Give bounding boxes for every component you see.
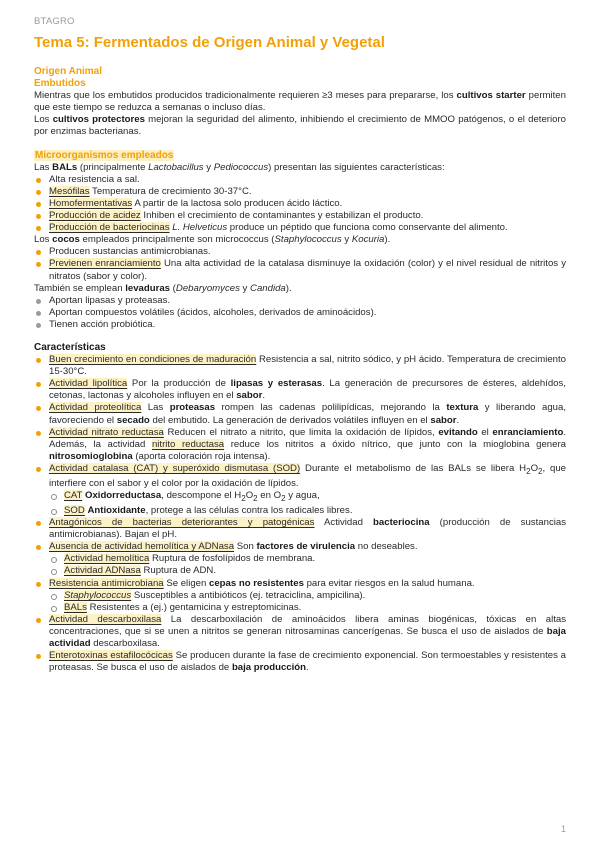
- list-item: Aportan compuestos volátiles (ácidos, alcoholes, derivados de aminoácidos).: [34, 307, 566, 319]
- section-heading-origen: Origen Animal: [34, 66, 102, 77]
- sub-list-item: Actividad ADNasa Ruptura de ADN.: [34, 565, 566, 577]
- sub-list-item: Actividad hemolítica Ruptura de fosfolípidos de membrana.: [34, 553, 566, 565]
- list-item: Antagónicos de bacterias deteriorantes y patogénicas Actividad bacteriocina (producción de sustancias antimicrobianas). Bajan el pH.: [34, 517, 566, 541]
- list-item: Mesófilas Temperatura de crecimiento 30-37°C.: [34, 186, 566, 198]
- list-item: Alta resistencia a sal.: [34, 174, 566, 186]
- list-item: Actividad proteolítica Las proteasas rompen las cadenas polilipídicas, mejorando la textura y liberando agua, favoreciendo el secado del embutido. La generación de derivados volátiles influyen en el sabor.: [34, 402, 566, 426]
- list-item: Homofermentativas A partir de la lactosa solo producen ácido láctico.: [34, 198, 566, 210]
- list-item: Actividad catalasa (CAT) y superóxido dismutasa (SOD) Durante el metabolismo de las BALs se libera $H_2O_2$, que interfiere con el sabor y el color por la oxidación de lípidos.: [34, 463, 566, 490]
- list-item: Tienen acción probiótica.: [34, 319, 566, 331]
- list-item: Producen sustancias antimicrobianas.: [34, 246, 566, 258]
- caracteristicas-list: [34, 354, 566, 674]
- list-item: Actividad nitrato reductasa Reducen el nitrato a nitrito, que limita la oxidación de lípidos, evitando el enranciamiento. Además, la actividad nitrito reductasa reduce los nitritos a óxido nítrico, que junto con la mioglobina genera nitrosomioglobina (aporta coloración roja intensa).: [34, 427, 566, 463]
- sub-list-item: BALs Resistentes a (ej.) gentamicina y estreptomicinas.: [34, 602, 566, 614]
- levaduras-list: [34, 295, 566, 331]
- list-item: Actividad descarboxilasa La descarboxilación de aminoácidos libera aminas biogénicas, tóxicas en altas concentraciones, que si se unen a nitritos se generan nitrosaminas cancerígenas. Se busca el uso de aislados de baja actividad descarboxilasa.: [34, 614, 566, 650]
- levaduras-intro: También se emplean levaduras (Debaryomyces y Candida).: [34, 282, 292, 294]
- section-heading-caracteristicas: Características: [34, 341, 106, 353]
- bal-intro: Las BALs (principalmente Lactobacillus y Pediococcus) presentan las siguientes características:: [34, 161, 445, 173]
- section-heading-microorganismos: Microorganismos empleados: [35, 149, 174, 161]
- list-item: Previenen enranciamiento Una alta actividad de la catalasa disminuye la oxidación (color) y el nivel residual de nitritos y nitratos (sabor y color).: [34, 258, 566, 282]
- document-body: [34, 66, 566, 674]
- subheading-embutidos: Embutidos: [34, 78, 86, 90]
- paragraph-protectores: Los cultivos protectores mejoran la seguridad del alimento, inhibiendo el crecimiento de MMOO patógenos, o el deterioro por enzimas bacterianas.: [34, 114, 566, 138]
- page-title: Tema 5: Fermentados de Origen Animal y Vegetal: [34, 34, 385, 51]
- list-item: Aportan lipasas y proteasas.: [34, 295, 566, 307]
- cocos-intro: Los cocos empleados principalmente son micrococcus (Staphylococcus y Kocuria).: [34, 234, 391, 246]
- sub-list-item: Staphylococcus Susceptibles a antibióticos (ej. tetraciclina, ampicilina).: [34, 590, 566, 602]
- list-item: Enterotoxinas estafilocócicas Se producen durante la fase de crecimiento exponencial. Son termoestables y resistentes a proteasas. Se busca el uso de aislados de baja producción.: [34, 650, 566, 674]
- list-item: Resistencia antimicrobiana Se eligen cepas no resistentes para evitar riesgos en la salud humana.: [34, 578, 566, 590]
- paragraph-starter: Mientras que los embutidos producidos tradicionalmente requieren ≥3 meses para prepararse, los cultivos starter permiten que este tiempo se reduzca a semanas o incluso días.: [34, 90, 566, 114]
- list-item: Buen crecimiento en condiciones de maduración Resistencia a sal, nitrito sódico, y pH ácido. Temperatura de crecimiento 15-30°C.: [34, 354, 566, 378]
- bal-list: [34, 174, 566, 234]
- list-item: Producción de bacteriocinas L. Helveticus produce un péptido que funciona como conservante del alimento.: [34, 222, 566, 234]
- list-item: Actividad lipolítica Por la producción de lipasas y esterasas. La generación de precursores de ésteres, aldehídos, cetonas, lactonas y alcoholes influyen en el sabor.: [34, 378, 566, 402]
- list-item: Producción de acidez Inhiben el crecimiento de contaminantes y estabilizan el producto.: [34, 210, 566, 222]
- brand-label: BTAGRO: [34, 16, 75, 27]
- cocos-list: [34, 246, 566, 282]
- sub-list-item: CAT Oxidorreductasa, descompone el $H_2O_2$ en $O_2$ y agua,: [34, 490, 566, 505]
- page-number: 1: [560, 824, 566, 834]
- list-item: Ausencia de actividad hemolítica y ADNasa Son factores de virulencia no deseables.: [34, 541, 566, 553]
- sub-list-item: SOD Antioxidante, protege a las células contra los radicales libres.: [34, 505, 566, 517]
